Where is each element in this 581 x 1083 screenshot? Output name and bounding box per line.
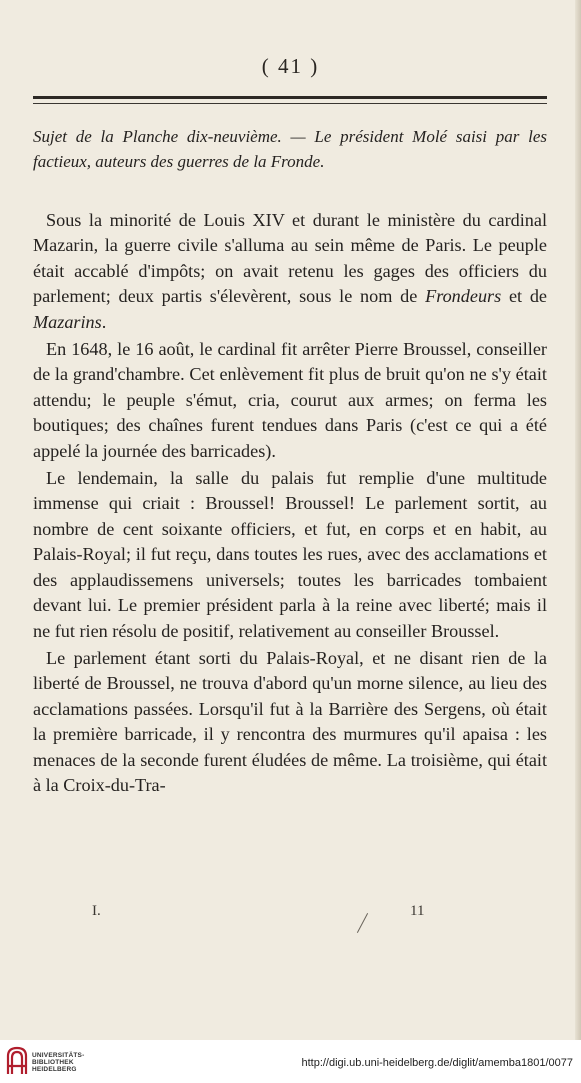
paragraph bbox=[33, 337, 547, 464]
library-name-line1: UNIVERSITÄTS- bbox=[32, 1052, 85, 1059]
text-run: En 1648, le 16 août, le cardinal fit arrêter Pierre Broussel, conseiller de la grand'chambre. Cet enlèvement fit plus de bruit qu'on ne s'y était attendu; le peuple s'émut, cria, courut aux armes; on ferma les boutiques; des chaînes furent tendues dans Paris (c'est ce qui a été appelé la journée des barricades). bbox=[33, 339, 547, 461]
header-rule-thick bbox=[33, 96, 547, 99]
text-run: Le lendemain, la salle du palais fut remplie d'une multitude immense qui criait : Broussel! Broussel! Le parlement sortit, au nombre de cent soixante officiers, et fut, en corps et en habit, au Palais-Royal; il fut reçu, dans toutes les rues, avec des acclamations et des applaudissemens universels; toutes les barricades tombaient devant lui. Le premier président parla à la reine avec liberté; mais il ne fut rien résolu de positif, relativement au conseiller Broussel. bbox=[33, 468, 547, 641]
text-run: . bbox=[101, 311, 107, 332]
permalink-url[interactable]: http://digi.ub.uni-heidelberg.de/diglit/amemba1801/0077 bbox=[301, 1057, 573, 1069]
page-spine-shadow bbox=[575, 0, 581, 1040]
signature-mark-right: 11 bbox=[410, 903, 425, 919]
body-text bbox=[33, 208, 547, 798]
library-name[interactable] bbox=[32, 1052, 84, 1073]
text-run: Sous la minorité de Louis XIV et durant le ministère du cardinal Mazarin, la guerre civile s'alluma au sein même de Paris. Le peuple était accablé d'impôts; on avait retenu les gages des officiers du parlement; deux partis s'élevèrent, sous le nom de bbox=[33, 210, 547, 307]
paragraph bbox=[33, 646, 547, 798]
text-run: et de bbox=[501, 286, 548, 307]
library-seal-icon[interactable] bbox=[6, 1046, 28, 1076]
paragraph bbox=[33, 208, 547, 335]
signature-mark-left: I. bbox=[92, 903, 101, 919]
paragraph bbox=[33, 466, 547, 644]
text-run: Le parlement étant sorti du Palais-Royal, et ne disant rien de la liberté de Broussel, ne trouva d'abord qu'un morne silence, au lieu des acclamations passées. Lorsqu'il fut à la Barrière des Sergens, où était la première barricade, il y rencontra des murmures qu'il apaisa : les menaces de la seconde furent éludées de même. La troisième, qui était à la Croix-du-Tra- bbox=[33, 647, 547, 795]
library-name-line3: HEIDELBERG bbox=[32, 1066, 77, 1073]
pencil-mark bbox=[357, 913, 368, 933]
italic-term: Frondeurs bbox=[425, 286, 502, 307]
library-name-line2: BIBLIOTHEK bbox=[32, 1059, 74, 1066]
header-rule-thin bbox=[33, 103, 547, 104]
page-number: ( 41 ) bbox=[261, 54, 320, 78]
plate-caption: Sujet de la Planche dix-neuvième. — Le président Molé saisi par les factieux, auteurs des guerres de la Fronde. bbox=[33, 127, 547, 171]
italic-term: Mazarins bbox=[33, 311, 102, 332]
